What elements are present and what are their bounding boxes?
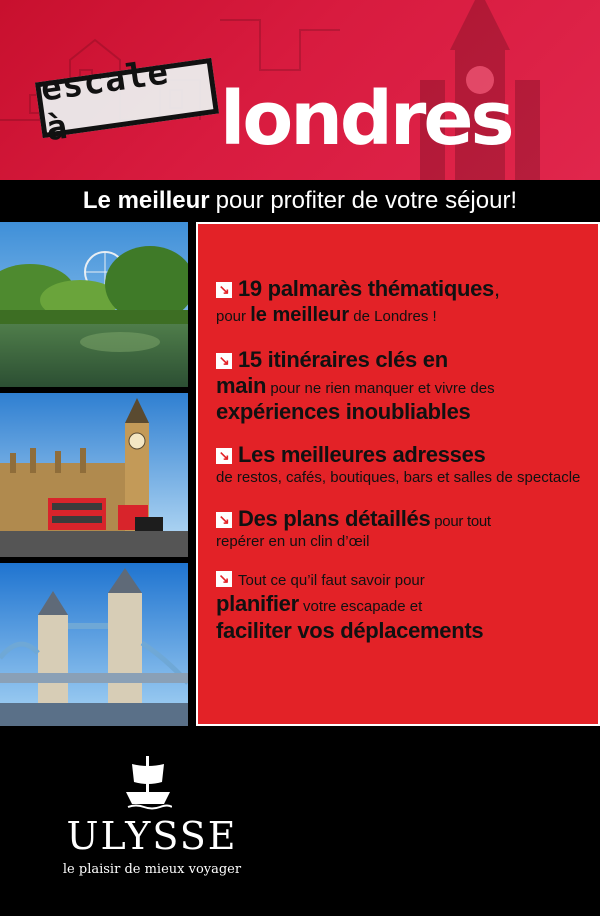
publisher-brand: ULYSSE [66, 814, 238, 858]
photo-park-london-eye [0, 222, 188, 387]
arrow-down-right-icon: ↘ [216, 353, 232, 369]
tagline [0, 180, 600, 222]
feature-item: ↘ 19 palmarès thématiques, pour le meilleur de Londres ! [216, 276, 500, 327]
feature-item: ↘ 15 itinéraires clés en main pour ne rien manquer et vivre des expériences inoubliables [216, 347, 495, 425]
photo-tower-bridge [0, 563, 188, 726]
cover-header [0, 0, 600, 180]
publisher-footer [0, 726, 600, 916]
series-label: escale à [38, 52, 172, 150]
ship-logo-icon [124, 754, 172, 810]
tagline-rest: pour profiter de votre séjour! [215, 187, 518, 214]
feature-item: ↘ Tout ce qu’il faut savoir pour planifier votre escapade et faciliter vos déplacements [216, 570, 484, 644]
arrow-down-right-icon: ↘ [216, 448, 232, 464]
feature-item: ↘ Les meilleures adresses de restos, cafés, boutiques, bars et salles de spectacle [216, 441, 581, 486]
city-title: londres [220, 76, 512, 162]
feature-item: ↘ Des plans détaillés pour tout repérer en un clin d’œil [216, 505, 491, 550]
photo-big-ben [0, 393, 188, 557]
features-panel [196, 222, 600, 726]
publisher-tagline: le plaisir de mieux voyager [62, 862, 242, 877]
series-stamp [35, 52, 219, 150]
tagline-bold: Le meilleur [82, 187, 210, 214]
arrow-down-right-icon: ↘ [216, 512, 232, 528]
arrow-down-right-icon: ↘ [216, 282, 232, 298]
arrow-down-right-icon: ↘ [216, 571, 232, 587]
